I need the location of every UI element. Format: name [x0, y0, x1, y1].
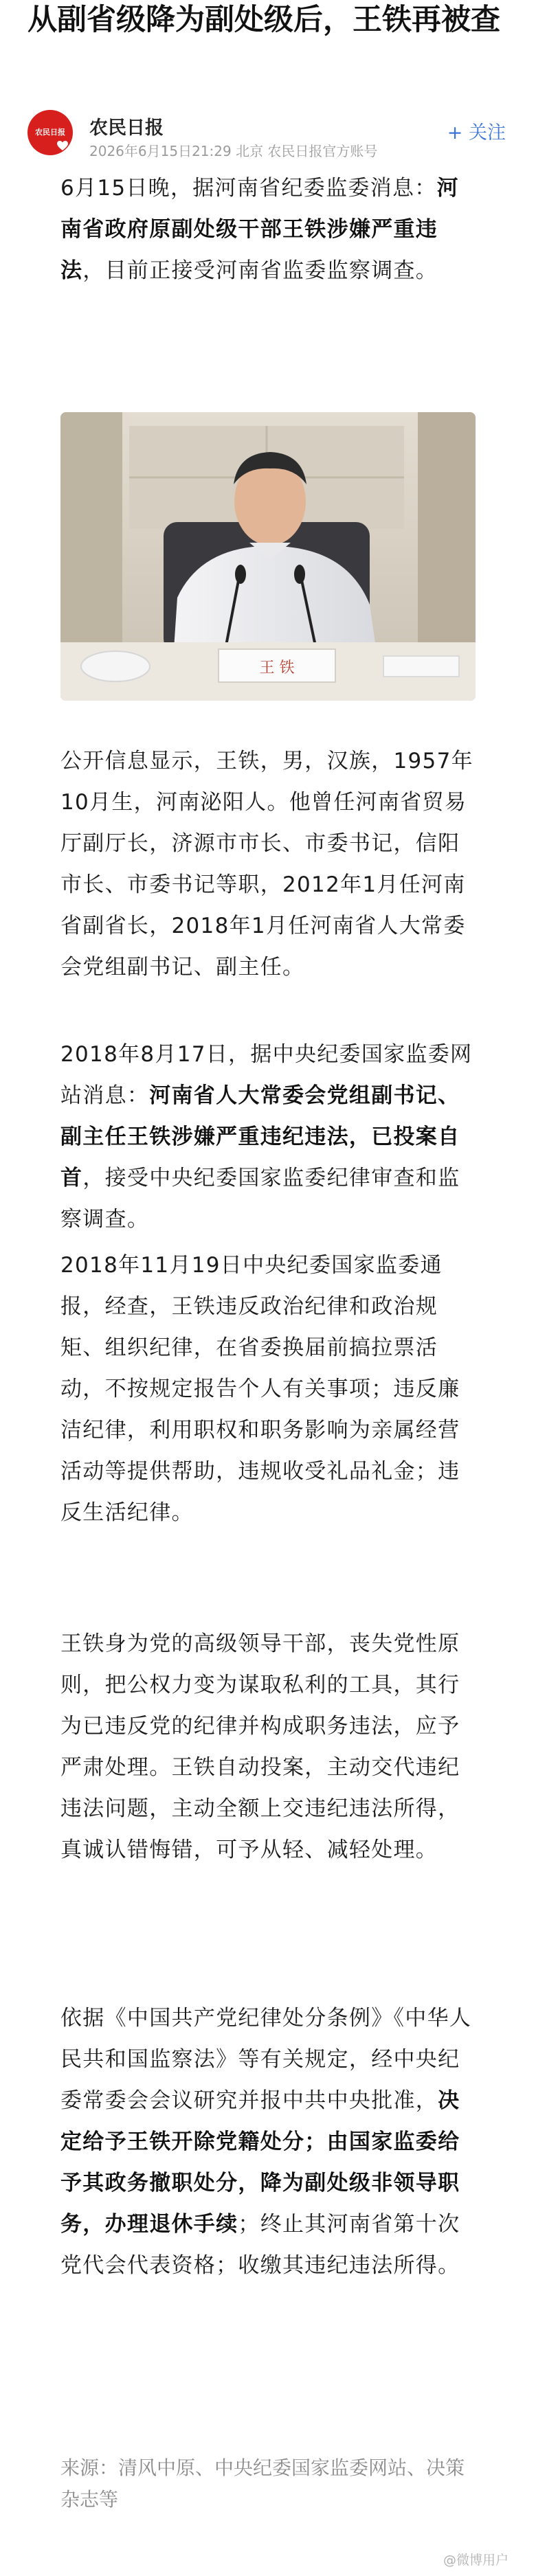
publisher-logo-text: 农民日报 — [35, 128, 65, 137]
paragraph-4 — [60, 1245, 481, 1533]
paragraph-4-text: 2018年11月19日中央纪委国家监委通报，经查，王铁违反政治纪律和政治规矩、组织纪律，在省委换届前搞拉票活动，不按规定报告个人有关事项；违反廉洁纪律，利用职权和职务影响为亲属经营活动等提供帮助，违规收受礼品礼金；违反生活纪律。 — [60, 1253, 460, 1525]
source-bar — [27, 110, 509, 158]
paragraph-1-text: 6月15日晚，据河南省纪委监委消息： — [60, 176, 437, 201]
paragraph-3-tail: ，接受中央纪委国家监委纪律审查和监察调查。 — [60, 1166, 460, 1232]
paragraph-1-bold: 河南省政府原副处级干部王铁涉嫌严重违法 — [60, 176, 459, 283]
paragraph-6-bold: 决定给予王铁开除党籍处分；由国家监委给予其政务撤职处分，降为副处级非领导职务，办理退休手续 — [60, 2088, 460, 2237]
article-photo[interactable] — [60, 412, 476, 701]
paragraph-5 — [60, 1623, 481, 1871]
paragraph-5-text: 王铁身为党的高级领导干部，丧失党性原则，把公权力变为谋取私利的工具，其行为已违反党的纪律并构成职务违法，应予严肃处理。王铁自动投案，主动交代违纪违法问题，主动全额上交违纪违法所得，真诚认错悔错，可予从轻、减轻处理。 — [60, 1631, 460, 1862]
paragraph-6-text: 依据《中国共产党纪律处分条例》《中华人民共和国监察法》等有关规定，经中央纪委常委会会议研究并报中共中央批准， — [60, 2006, 472, 2113]
paragraph-3 — [60, 1034, 481, 1240]
publisher-logo[interactable] — [27, 110, 73, 155]
official-portrait-image — [60, 412, 476, 701]
paragraph-6-tail: ；终止其河南省第十次党代会代表资格；收缴其违纪违法所得。 — [60, 2212, 460, 2278]
article-title: 从副省级降为副处级后，王铁再被查 — [27, 3, 500, 37]
paragraph-2 — [60, 741, 481, 988]
paragraph-1 — [60, 168, 481, 291]
paragraph-2-text: 公开信息显示，王铁，男，汉族，1957年10月生，河南泌阳人。他曾任河南省贸易厅副厅长，济源市市长、市委书记，信阳市长、市委书记等职，2012年1月任河南省副省长，2018年1月任河南省人大常委会党组副书记、副主任。 — [60, 749, 473, 980]
source-caption: 来源：清风中原、中央纪委国家监委网站、决策杂志等 — [60, 2456, 465, 2511]
heart-icon — [56, 140, 69, 151]
paragraph-3-text: 2018年8月17日，据中央纪委国家监委网站消息： — [60, 1042, 473, 1108]
publisher-name[interactable]: 农民日报 — [89, 117, 164, 139]
follow-button[interactable]: + 关注 — [447, 122, 506, 144]
paragraph-6 — [60, 1998, 481, 2286]
paragraph-1-tail: ，目前正接受河南省监委监察调查。 — [82, 258, 438, 283]
nameplate-text: 王 铁 — [259, 659, 295, 677]
publish-meta: 2026年6月15日21:29 北京 农民日报官方账号 — [89, 143, 378, 159]
paragraph-3-bold: 河南省人大常委会党组副书记、副主任王铁涉嫌严重违纪违法，已投案自首 — [60, 1083, 460, 1190]
watermark: @微博用户 — [443, 2553, 509, 2568]
